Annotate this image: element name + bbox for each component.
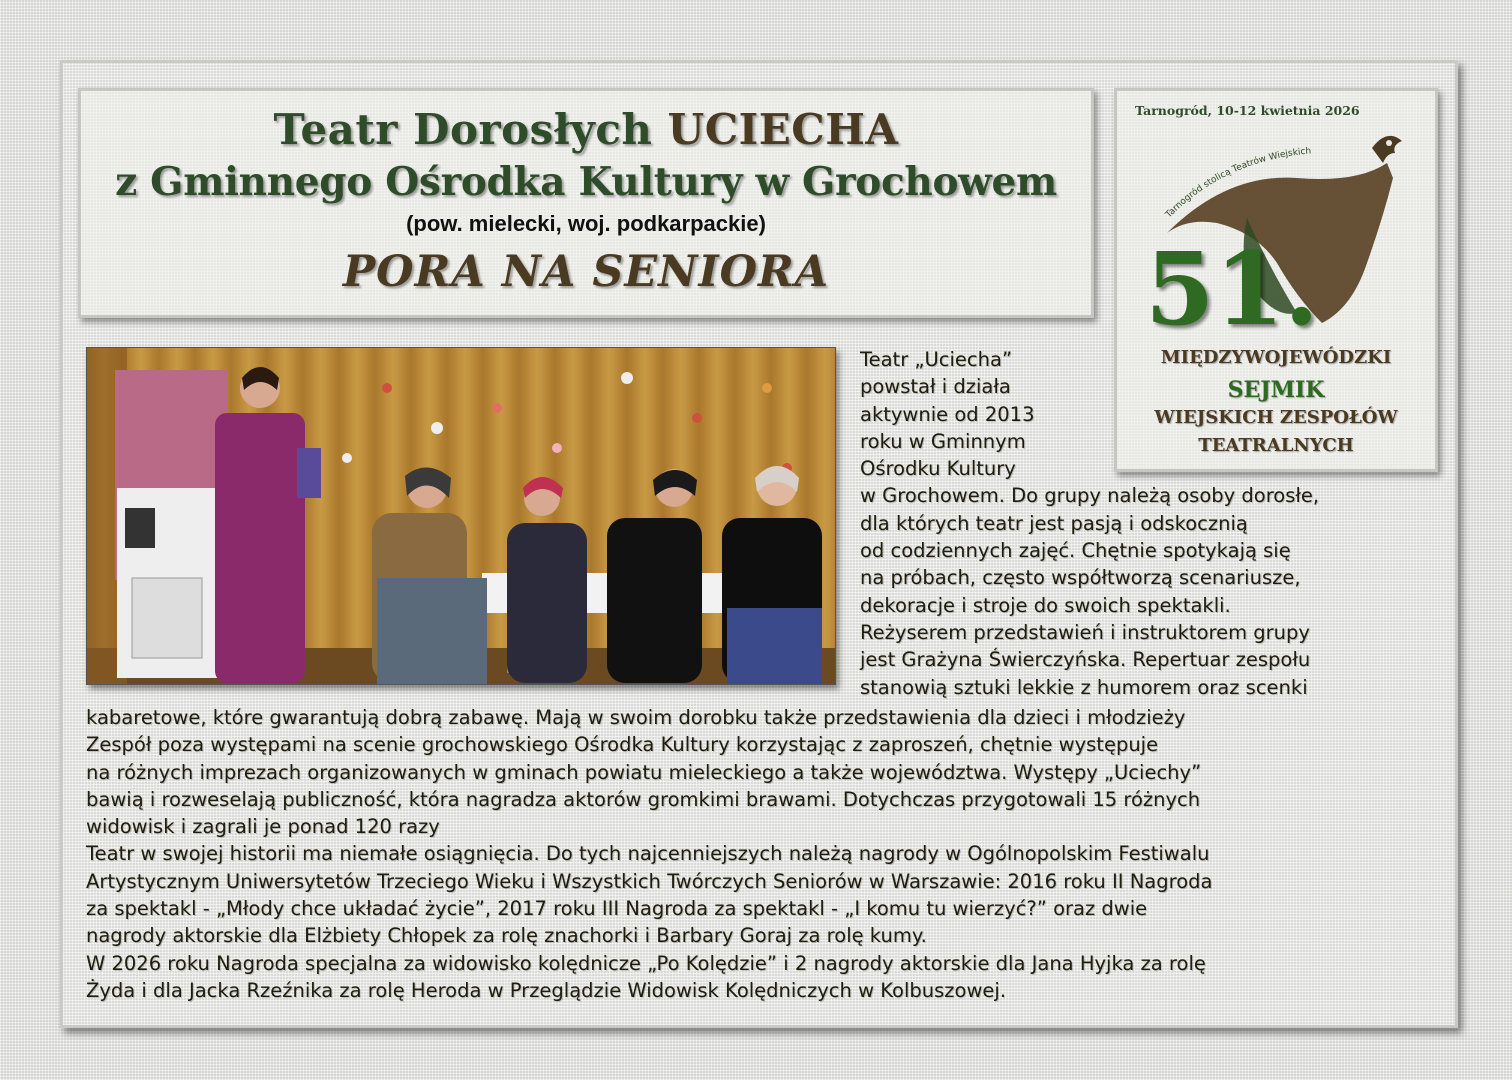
stage-photo xyxy=(86,347,836,685)
logo-line-2: SEJMIK xyxy=(1227,377,1325,403)
theatre-title xyxy=(81,105,1091,154)
article-line: na różnych imprezach organizowanych w gminach powiatu mieleckiego a także województwa. Występy „Uciechy” xyxy=(86,760,1202,784)
article-line: dla których teatr jest pasją i odskocznią xyxy=(860,511,1248,535)
theatre-name: UCIECHA xyxy=(667,105,899,154)
article-line: jest Grażyna Świerczyńska. Repertuar zespołu xyxy=(860,648,1311,672)
article-line: Teatr „Uciecha” xyxy=(860,348,1013,371)
article-line: aktywnie od 2013 xyxy=(860,402,1035,426)
article-line: Teatr w swojej historii ma niemałe osiągnięcia. Do tych najcenniejszych należą nagrody w Ogólnopolskim Festiwalu xyxy=(86,842,1210,866)
article-line: widowisk i zagrali je ponad 120 razy xyxy=(86,815,440,839)
logo-line-4: TEATRALNYCH xyxy=(1198,435,1354,456)
article-line: W 2026 roku Nagroda specjalna za widowisko kolędnicze „Po Kolędzie” i 2 nagrody aktorskie dla Jana Hyjka za rolę xyxy=(86,951,1206,975)
article-intro xyxy=(860,346,1420,701)
location-subtitle: (pow. mielecki, woj. podkarpackie) xyxy=(406,211,766,236)
logo-line-3: WIEJSKICH ZESPOŁÓW xyxy=(1154,407,1398,428)
festival-date: Tarnogród, 10-12 kwietnia 2026 xyxy=(1135,103,1360,118)
logo-line-1: MIĘDZYWOJEWÓDZKI xyxy=(1160,347,1392,368)
article-line: Reżyserem przedstawień i instruktorem grupy xyxy=(860,620,1310,644)
stage-photo-image xyxy=(87,348,835,684)
article-line: Ośrodku Kultury xyxy=(860,457,1016,481)
article-line: kabaretowe, które gwarantują dobrą zabawę. Mają w swoim dorobku także przedstawienia dla dzieci i młodzieży xyxy=(86,706,1186,729)
play-title: PORA NA SENIORA xyxy=(342,247,830,297)
article-line: Zespół poza występami na scenie grochowskiego Ośrodka Kultury korzystając z zaproszeń, chętnie występuje xyxy=(86,733,1159,757)
organization-title: z Gminnego Ośrodka Kultury w Grochowem xyxy=(115,159,1057,205)
article-line: nagrody aktorskie dla Elżbiety Chłopek za rolę znachorki i Barbary Goraj za rolę kumy. xyxy=(86,924,927,948)
article-line: na próbach, często współtworzą scenariusze, xyxy=(860,566,1301,590)
article-body xyxy=(86,704,1436,1004)
article-line: za spektakl - „Młody chce układać życie”, 2017 roku III Nagroda za spektakl - „I komu tu wierzyć?” oraz dwie xyxy=(86,897,1148,921)
title-panel xyxy=(78,88,1094,318)
article-line: roku w Gminnym xyxy=(860,429,1026,453)
article-line: stanowią sztuki lekkie z humorem oraz scenki xyxy=(860,675,1308,699)
article-line: Żyda i dla Jacka Rzeźnika za rolę Heroda w Przeglądzie Widowisk Kolędniczych w Kolbuszowej. xyxy=(86,978,1007,1002)
article-line: bawią i rozweselają publiczność, która nagradza aktorów gromkimi brawami. Dotychczas przygotowali 15 różnych xyxy=(86,787,1201,811)
article-line: dekoracje i stroje do swoich spektakli. xyxy=(860,593,1231,617)
edition-number: 51. xyxy=(1145,230,1319,348)
article-line: od codziennych zajęć. Chętnie spotykają się xyxy=(860,539,1291,563)
article-line: powstał i działa xyxy=(860,375,1011,399)
logo-arc-text: Tarnogród stolicą Teatrów Wiejskich xyxy=(1164,146,1312,221)
title-prefix: Teatr Dorosłych xyxy=(273,105,668,154)
article-line: w Grochowem. Do grupy należą osoby dorosłe, xyxy=(860,484,1320,508)
article-line: Artystycznym Uniwersytetów Trzeciego Wieku i Wszystkich Twórczych Seniorów w Warszawie: 2016 roku II Nagroda xyxy=(86,869,1213,893)
